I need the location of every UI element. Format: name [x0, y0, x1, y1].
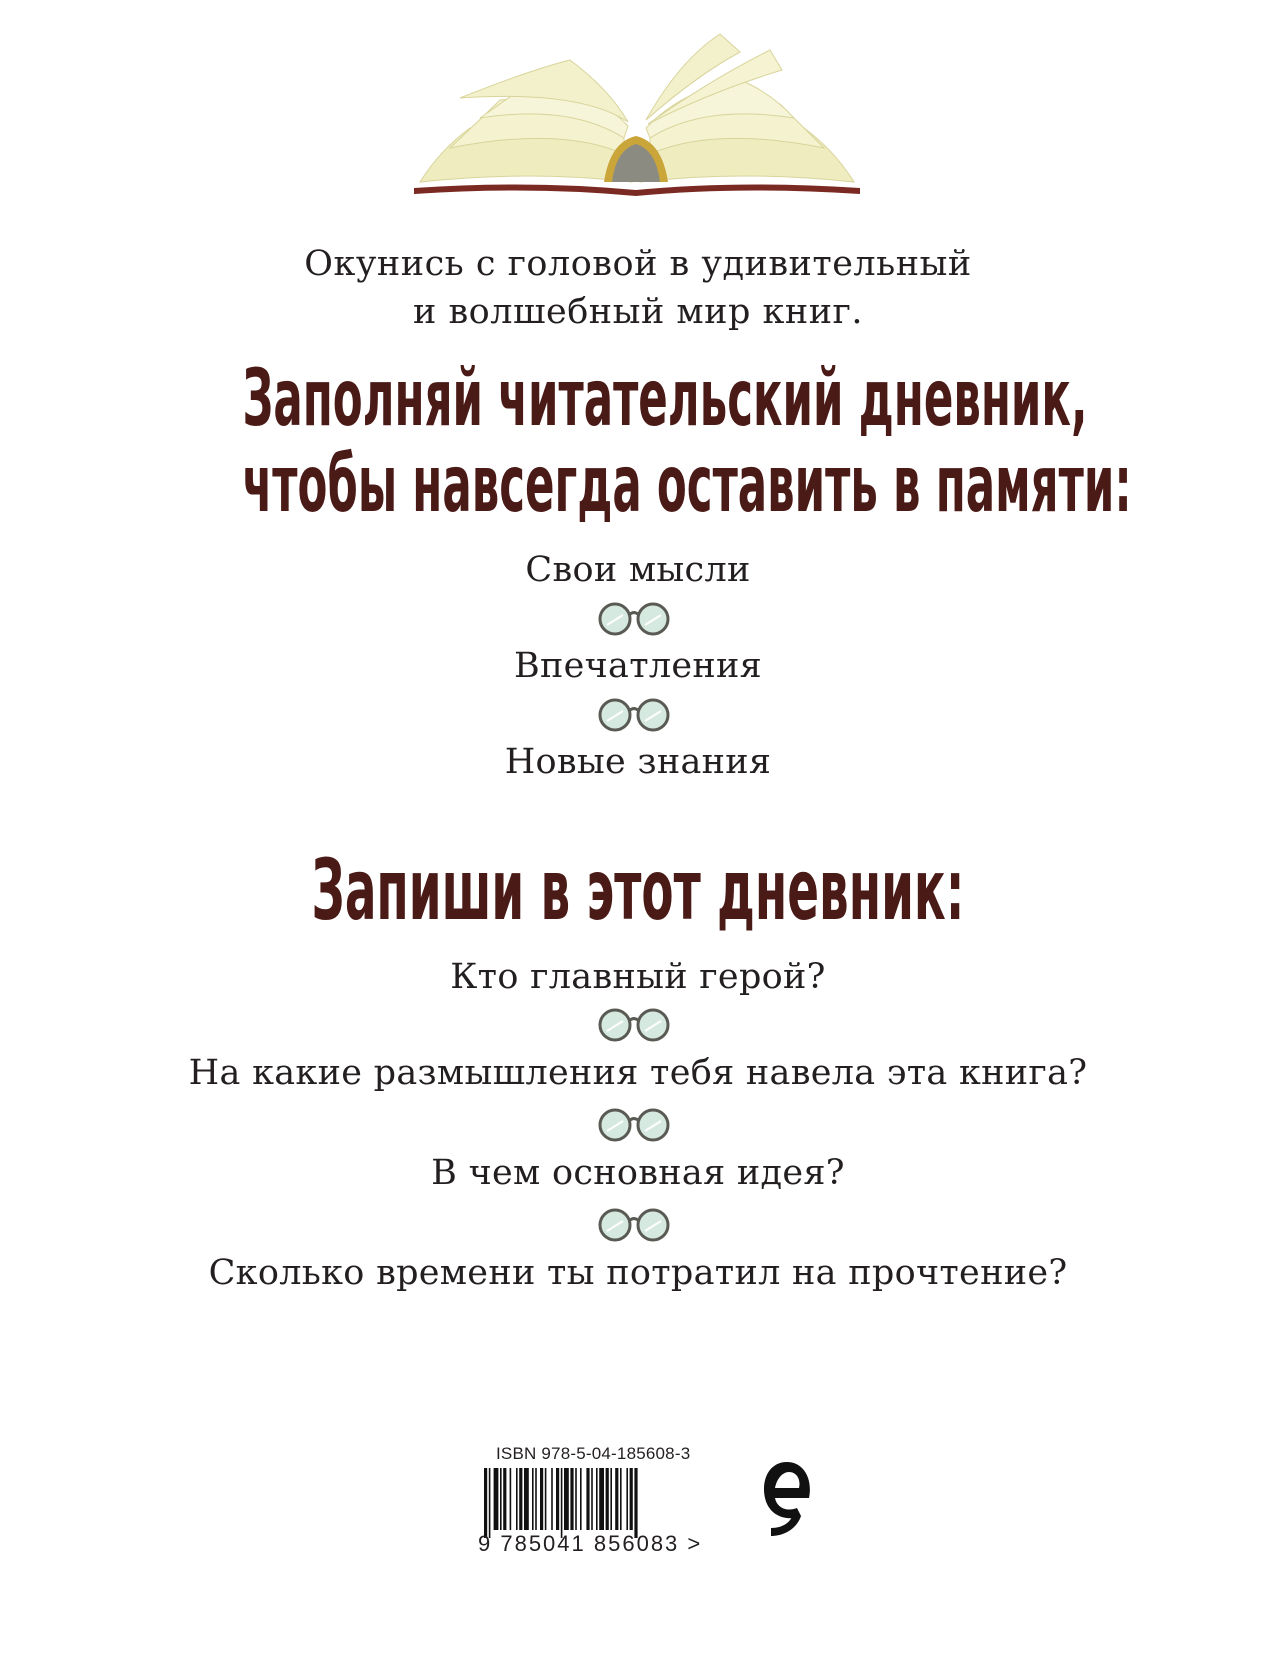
barcode-bar	[484, 1468, 487, 1538]
publisher-logo-icon	[757, 1458, 817, 1540]
barcode-bar	[535, 1468, 537, 1530]
barcode-bar	[540, 1468, 543, 1530]
list2-item: На какие размышления тебя навела эта книга?	[188, 1053, 1088, 1093]
list2-item: В чем основная идея?	[431, 1153, 845, 1193]
barcode-bar	[620, 1468, 622, 1530]
open-book-icon	[410, 30, 864, 196]
barcode-bar	[596, 1468, 598, 1530]
barcode-bar	[510, 1468, 512, 1530]
barcode-bar	[615, 1468, 618, 1530]
barcode-bar	[551, 1468, 553, 1530]
barcode-bar	[634, 1468, 637, 1538]
barcode-bar	[556, 1468, 559, 1530]
list2-item: Сколько времени ты потратил на прочтение?	[208, 1253, 1068, 1293]
headline-1-line-2: чтобы навсегда оставить в памяти:	[242, 440, 1132, 530]
list1-item: Новые знания	[504, 742, 772, 782]
list1-item: Свои мысли	[525, 550, 751, 590]
intro-text	[0, 240, 1276, 336]
barcode-bar	[564, 1468, 569, 1530]
barcode-bar	[586, 1468, 589, 1530]
headline-1-line-1: Заполняй читательский дневник,	[242, 354, 1088, 444]
glasses-icon	[597, 697, 671, 733]
intro-line-1: Окунись с головой в удивительный	[304, 244, 972, 284]
barcode-bar	[626, 1468, 628, 1530]
barcode-bar	[575, 1468, 577, 1530]
barcode-bar	[532, 1468, 534, 1530]
intro-line-2: и волшебный мир книг.	[413, 292, 863, 332]
barcode-bar	[580, 1468, 582, 1530]
glasses-icon	[597, 1107, 671, 1143]
barcode-bar	[519, 1468, 522, 1530]
headline-write-in-diary: Запиши в этот дневник:	[311, 841, 965, 939]
barcode-bar	[599, 1468, 604, 1530]
barcode-bar	[610, 1468, 612, 1530]
barcode-bar	[494, 1468, 499, 1530]
barcode-bar	[606, 1468, 609, 1530]
glasses-icon	[597, 1207, 671, 1243]
glasses-icon	[597, 601, 671, 637]
list1-item: Впечатления	[513, 646, 763, 686]
barcode-bar	[500, 1468, 502, 1530]
barcode-bar	[524, 1468, 529, 1530]
barcode-bar	[561, 1468, 563, 1538]
barcode-bar	[591, 1468, 593, 1530]
barcode-bar	[630, 1468, 633, 1530]
headline-fill-diary	[242, 354, 1132, 530]
barcode-bar	[570, 1468, 573, 1530]
barcode-bar	[489, 1468, 491, 1538]
barcode-digits: 9 785041 856083 >	[478, 1531, 703, 1556]
isbn-label: ISBN 978-5-04-185608-3	[496, 1444, 691, 1463]
glasses-icon	[597, 1007, 671, 1043]
barcode-bar	[545, 1468, 547, 1530]
barcode-bar	[516, 1468, 518, 1530]
barcode-bar	[503, 1468, 506, 1530]
list2-item: Кто главный герой?	[450, 957, 826, 997]
